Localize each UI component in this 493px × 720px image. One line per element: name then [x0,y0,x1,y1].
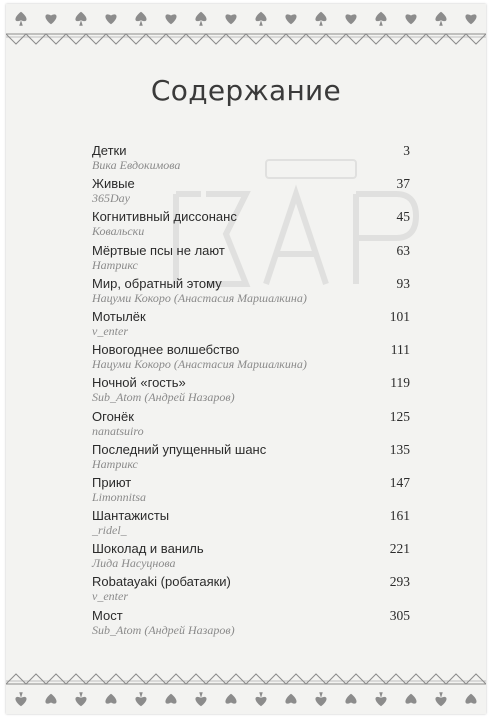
toc-entry [92,508,410,541]
toc-entry-title: Мотылёк [92,308,146,324]
toc-entry-page-number: 147 [389,474,410,490]
toc-entry-author: Ковальски [92,224,145,239]
toc-entry-page-number: 305 [389,607,410,623]
spade-icon [195,12,206,26]
toc-entry-page-number: 221 [389,541,410,557]
toc-entry-title: Живые [92,176,135,192]
spade-icon [195,692,206,706]
toc-entry [92,574,410,607]
toc-entry [92,309,410,342]
book-page [6,4,486,714]
toc-entry-title: Мир, обратный этому [92,275,222,291]
toc-entry-page-number: 3 [403,143,410,158]
toc-entry-title: Новогоднее волшебство [92,342,240,358]
toc-entry-author: v_enter [92,589,128,604]
toc-entry-page-number: 111 [390,342,410,358]
toc-entry-author: Натрикс [92,257,138,272]
toc-entry [92,608,410,641]
toc-entry-title: Шоколад и ваниль [92,541,204,557]
heart-icon [405,14,416,24]
toc-entry-title: Когнитивный диссонанс [92,209,237,225]
spade-icon [135,12,146,26]
toc-entry-author: Нацуми Кокоро (Анастасия Маршалкина) [92,357,307,372]
heart-icon [225,694,236,704]
toc-entry [92,442,410,475]
heart-icon [105,14,116,24]
toc-entry [92,475,410,508]
toc-entry-page-number: 37 [396,176,410,192]
toc-entry-page-number: 45 [396,209,410,225]
top-ornament-border [6,4,486,48]
heart-icon [45,694,56,704]
spade-icon [315,692,326,706]
spade-icon [135,692,146,706]
heart-icon [405,694,416,704]
toc-entry [92,243,410,276]
toc-entry [92,276,410,309]
toc-entry-author: Лида Насуцнова [92,556,176,571]
heart-icon [165,14,176,24]
spade-icon [255,692,266,706]
heart-icon [345,694,356,704]
toc-entry-author: Натрикс [92,456,138,471]
toc-entry-author: v_enter [92,323,128,338]
toc-entry-page-number: 293 [389,574,410,590]
toc-entry-page-number: 125 [389,408,410,424]
toc-entry-author: 365Day [92,191,130,206]
spade-icon [435,12,446,26]
spade-icon [375,12,386,26]
toc-entry-author: _ridel_ [92,523,127,538]
toc-entry [92,375,410,408]
toc-entry [92,342,410,375]
page-title: Содержание [150,74,342,107]
spade-icon [75,12,86,26]
toc-entry-author: Limonnitsa [92,489,147,504]
spade-icon [75,692,86,706]
heart-icon [285,694,296,704]
toc-entry-title: Robatayaki (робатаяки) [92,574,231,590]
toc-entry [92,176,410,209]
bottom-ornament-border [6,670,486,714]
toc-entry-title: Детки [92,143,127,158]
toc-entry-title: Мёртвые псы не лают [92,242,225,258]
toc-entry-page-number: 63 [396,242,410,258]
toc-entry [92,143,410,176]
toc-entry-author: Sub_Atom (Андрей Назаров) [92,390,235,405]
toc-entry [92,541,410,574]
toc-entry-author: Sub_Atom (Андрей Назаров) [92,622,235,637]
spade-icon [15,692,26,706]
spade-icon [15,12,26,26]
heart-icon [105,694,116,704]
toc-entry-author: nanatsuiro [92,423,144,438]
heart-icon [45,14,56,24]
toc-entry-page-number: 119 [390,375,410,391]
toc-entry-title: Приют [92,474,132,490]
toc-entry [92,209,410,242]
toc-entry-page-number: 93 [396,275,410,291]
heart-icon [345,14,356,24]
toc-entry-author: Нацуми Кокоро (Анастасия Маршалкина) [92,290,307,305]
toc-entry-page-number: 161 [389,508,410,524]
heart-icon [285,14,296,24]
toc-entry-title: Последний упущенный шанс [92,441,267,457]
spade-icon [435,692,446,706]
toc-entry-title: Ночной «гость» [92,375,186,391]
table-of-contents [92,143,410,641]
spade-icon [255,12,266,26]
heart-icon [465,14,476,24]
toc-entry-page-number: 101 [389,308,410,324]
toc-entry-page-number: 135 [389,441,410,457]
toc-entry-title: Шантажисты [92,508,170,524]
toc-entry [92,409,410,442]
heart-icon [165,694,176,704]
toc-entry-author: Вика Евдокимова [92,158,181,172]
heart-icon [465,694,476,704]
spade-icon [375,692,386,706]
spade-icon [315,12,326,26]
toc-entry-title: Мост [92,607,123,623]
heart-icon [225,14,236,24]
toc-entry-title: Огонёк [92,408,134,424]
